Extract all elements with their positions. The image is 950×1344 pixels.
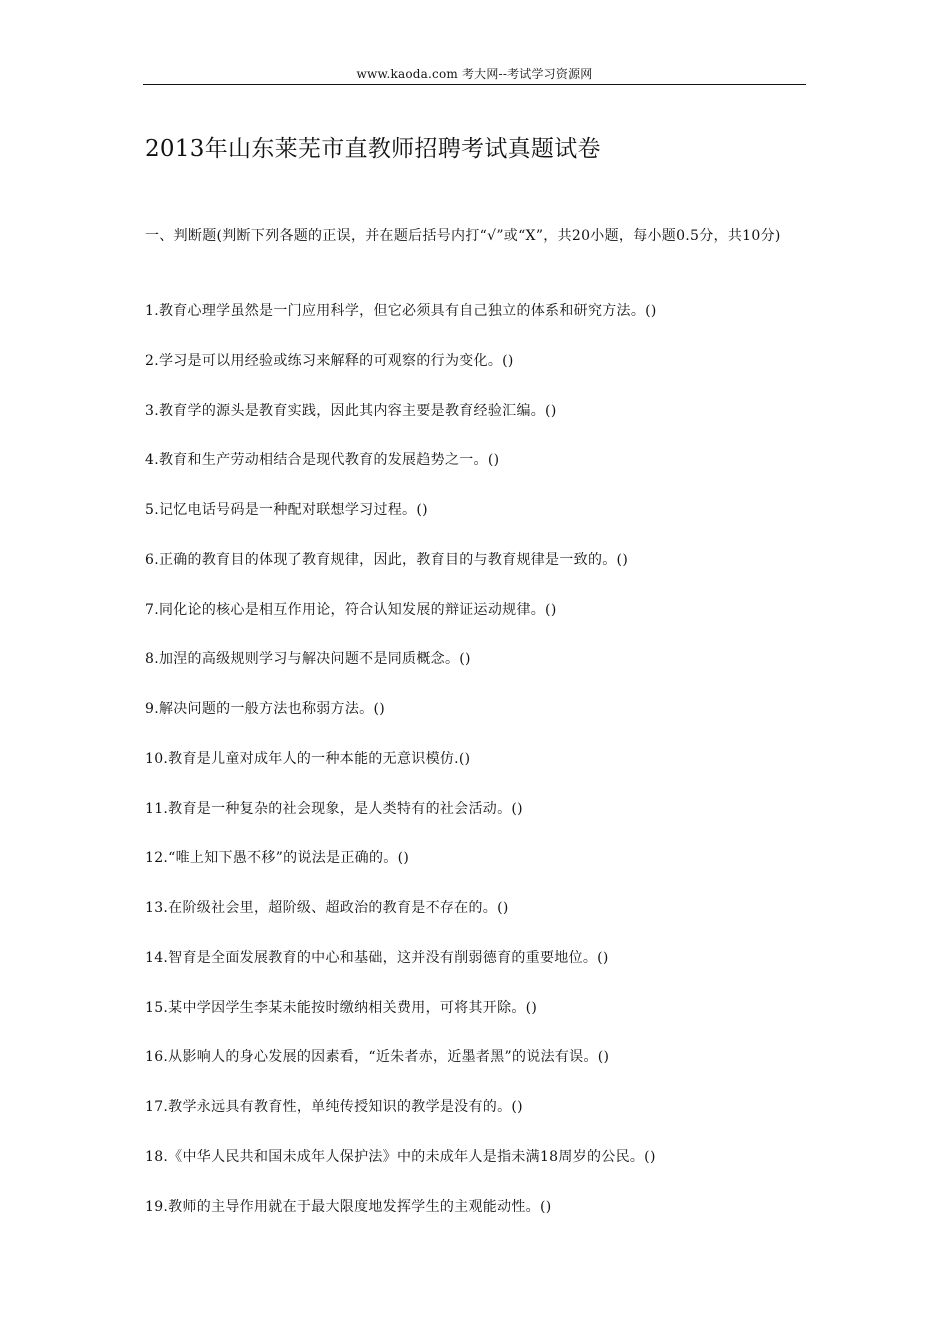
- question-item: 1.教育心理学虽然是一门应用科学，但它必须具有自己独立的体系和研究方法。(): [145, 303, 657, 319]
- question-item: 9.解决问题的一般方法也称弱方法。(): [145, 701, 385, 717]
- header-divider: [143, 84, 806, 85]
- page-title: 2013年山东莱芜市直教师招聘考试真题试卷: [145, 136, 601, 162]
- question-item: 17.教学永远具有教育性，单纯传授知识的教学是没有的。(): [145, 1099, 523, 1115]
- question-item: 7.同化论的核心是相互作用论，符合认知发展的辩证运动规律。(): [145, 601, 557, 618]
- question-item: 2.学习是可以用经验或练习来解释的可观察的行为变化。(): [145, 352, 514, 369]
- question-item: 5.记忆电话号码是一种配对联想学习过程。(): [145, 502, 428, 518]
- question-item: 14.智育是全面发展教育的中心和基础，这并没有削弱德育的重要地位。(): [145, 949, 609, 966]
- question-item: 10.教育是儿童对成年人的一种本能的无意识模仿.(): [145, 750, 471, 767]
- page-header: www.kaoda.com 考大网--考试学习资源网: [356, 67, 593, 81]
- question-list: [145, 298, 810, 1243]
- question-item: 11.教育是一种复杂的社会现象，是人类特有的社会活动。(): [145, 800, 523, 817]
- question-item: 16.从影响人的身心发展的因素看，“近朱者赤，近墨者黑”的说法有误。(): [145, 1049, 610, 1066]
- question-item: 4.教育和生产劳动相结合是现代教育的发展趋势之一。(): [145, 452, 500, 469]
- question-item: 13.在阶级社会里，超阶级、超政治的教育是不存在的。(): [145, 900, 509, 916]
- question-item: 8.加涅的高级规则学习与解决问题不是同质概念。(): [145, 651, 471, 668]
- question-item: 6.正确的教育目的体现了教育规律，因此，教育目的与教育规律是一致的。(): [145, 551, 629, 568]
- section-instructions: 一、判断题(判断下列各题的正误，并在题后括号内打“√”或“X”，共20小题，每小题0.5分，共10分): [145, 228, 781, 244]
- question-item: 12.“唯上知下愚不移”的说法是正确的。(): [145, 850, 410, 867]
- question-item: 15.某中学因学生李某未能按时缴纳相关费用，可将其开除。(): [145, 999, 538, 1016]
- question-item: 19.教师的主导作用就在于最大限度地发挥学生的主观能动性。(): [145, 1198, 552, 1215]
- question-item: 18.《中华人民共和国未成年人保护法》中的未成年人是指未满18周岁的公民。(): [145, 1148, 656, 1165]
- question-item: 3.教育学的源头是教育实践，因此其内容主要是教育经验汇编。(): [145, 402, 557, 419]
